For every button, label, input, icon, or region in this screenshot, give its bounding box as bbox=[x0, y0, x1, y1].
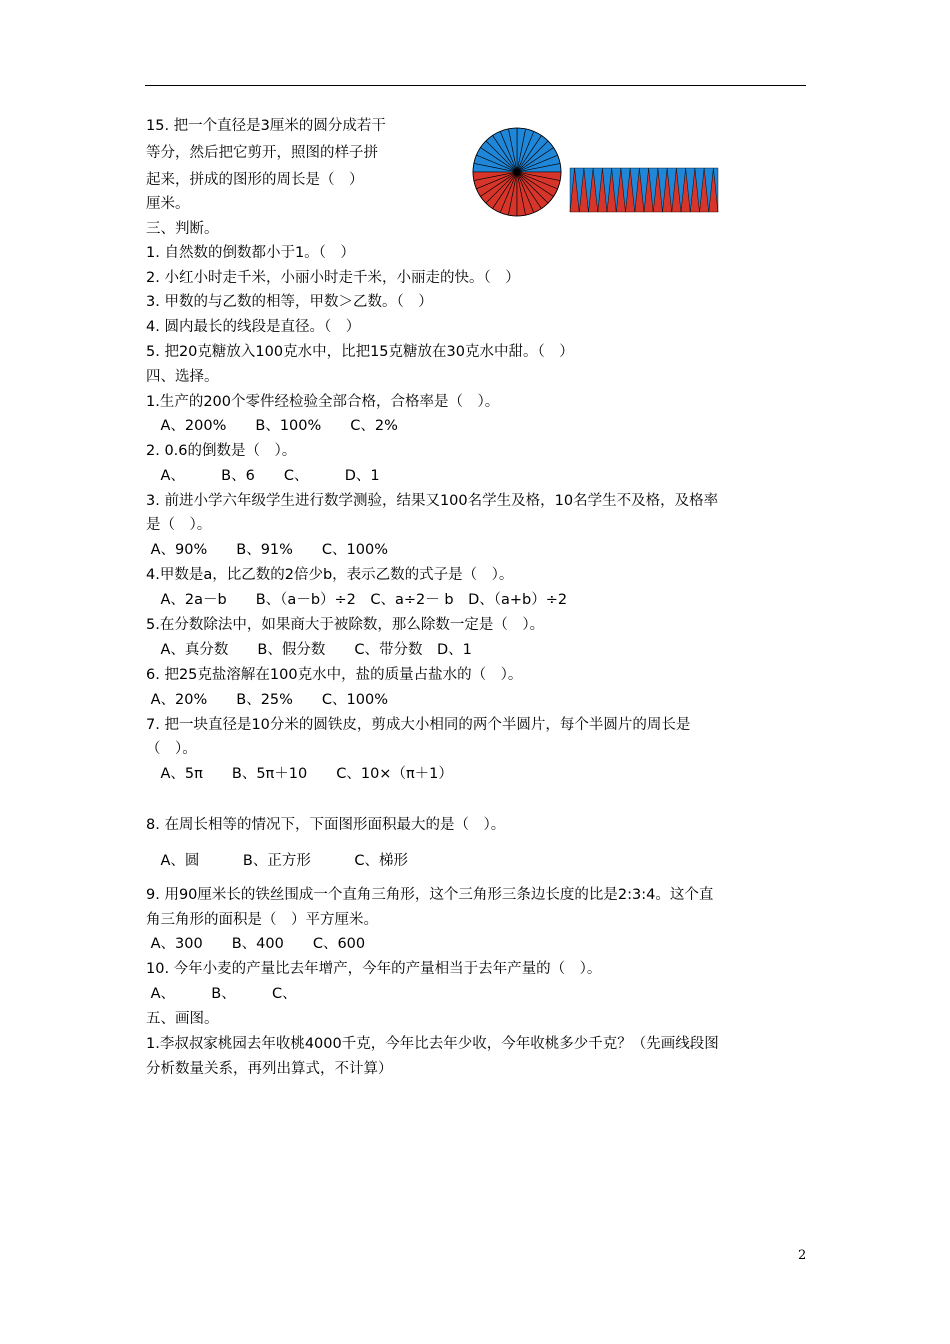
s4-line: 5.在分数除法中，如果商大于被除数，那么除数一定是（ ）。 bbox=[146, 617, 545, 633]
s5-line: 1.李叔叔家桃园去年收桃4000千克，今年比去年少收，今年收桃多少千克？（先画线段图 bbox=[146, 1036, 719, 1052]
s4-line: A、 B、6 C、 D、1 bbox=[146, 468, 380, 484]
s5-line: 分析数量关系，再列出算式，不计算） bbox=[146, 1061, 393, 1077]
section3-item-1: 1. 自然数的倒数都小于1。（ ） bbox=[146, 245, 355, 261]
s4-line: A、真分数 B、假分数 C、带分数 D、1 bbox=[146, 642, 472, 658]
s4-line: 6. 把25克盐溶解在100克水中，盐的质量占盐水的（ ）。 bbox=[146, 667, 523, 683]
s4-line: A、90% B、91% C、100% bbox=[146, 542, 389, 558]
page-number: 2 bbox=[798, 1248, 807, 1263]
s4-line: A、20% B、25% C、100% bbox=[146, 692, 389, 708]
s4-line: 1.生产的200个零件经检验全部合格，合格率是（ ）。 bbox=[146, 394, 500, 410]
q15-circle-figure bbox=[472, 127, 562, 217]
s4-line: 7. 把一块直径是10分米的圆铁皮，剪成大小相同的两个半圆片，每个半圆片的周长是 bbox=[146, 717, 691, 733]
section4-heading: 四、选择。 bbox=[146, 369, 219, 385]
s4-line: 是（ ）。 bbox=[146, 517, 212, 533]
s4-line: A、圆 B、正方形 C、梯形 bbox=[146, 853, 408, 869]
header-rule bbox=[145, 85, 806, 86]
section3-item-4: 4. 圆内最长的线段是直径。（ ） bbox=[146, 319, 361, 335]
s4-line: （ ）。 bbox=[146, 741, 197, 757]
q15-rearranged-figure bbox=[569, 167, 719, 213]
s4-line: A、 B、 C、 bbox=[146, 986, 297, 1002]
s4-line: 8. 在周长相等的情况下，下面图形面积最大的是（ ）。 bbox=[146, 817, 506, 833]
s4-line: A、5π B、5π＋10 C、10×（π＋1） bbox=[146, 766, 453, 782]
s4-line: 9. 用90厘米长的铁丝围成一个直角三角形，这个三角形三条边长度的比是2:3:4。这个直 bbox=[146, 887, 714, 903]
section3-heading: 三、判断。 bbox=[146, 221, 219, 237]
s4-line: 角三角形的面积是（ ）平方厘米。 bbox=[146, 912, 378, 928]
q15-line-3: 起来，拼成的图形的周长是（ ） bbox=[146, 172, 364, 188]
section3-item-5: 5. 把20克糖放入100克水中，比把15克糖放在30克水中甜。（ ） bbox=[146, 344, 574, 360]
q15-line-2: 等分，然后把它剪开，照图的样子拼 bbox=[146, 145, 378, 161]
s4-line: A、200% B、100% C、2% bbox=[146, 418, 398, 434]
s4-line: 4.甲数是a，比乙数的2倍少b，表示乙数的式子是（ ）。 bbox=[146, 567, 514, 583]
section3-item-3: 3. 甲数的与乙数的相等，甲数＞乙数。（ ） bbox=[146, 294, 433, 310]
s4-line: A、300 B、400 C、600 bbox=[146, 936, 366, 952]
section5-heading: 五、画图。 bbox=[146, 1011, 219, 1027]
section3-item-2: 2. 小红小时走千米，小丽小时走千米，小丽走的快。（ ） bbox=[146, 270, 520, 286]
s4-line: 2. 0.6的倒数是（ ）。 bbox=[146, 443, 297, 459]
s4-line: 10. 今年小麦的产量比去年增产，今年的产量相当于去年产量的（ ）。 bbox=[146, 961, 602, 977]
q15-line-1: 15. 把一个直径是3厘米的圆分成若干 bbox=[146, 118, 386, 134]
s4-line: A、2a－b B、（a－b）÷2 C、a÷2－ b D、（a+b）÷2 bbox=[146, 592, 568, 608]
q15-line-4: 厘米。 bbox=[146, 196, 190, 212]
s4-line: 3. 前进小学六年级学生进行数学测验，结果又100名学生及格，10名学生不及格，及格率 bbox=[146, 493, 719, 509]
